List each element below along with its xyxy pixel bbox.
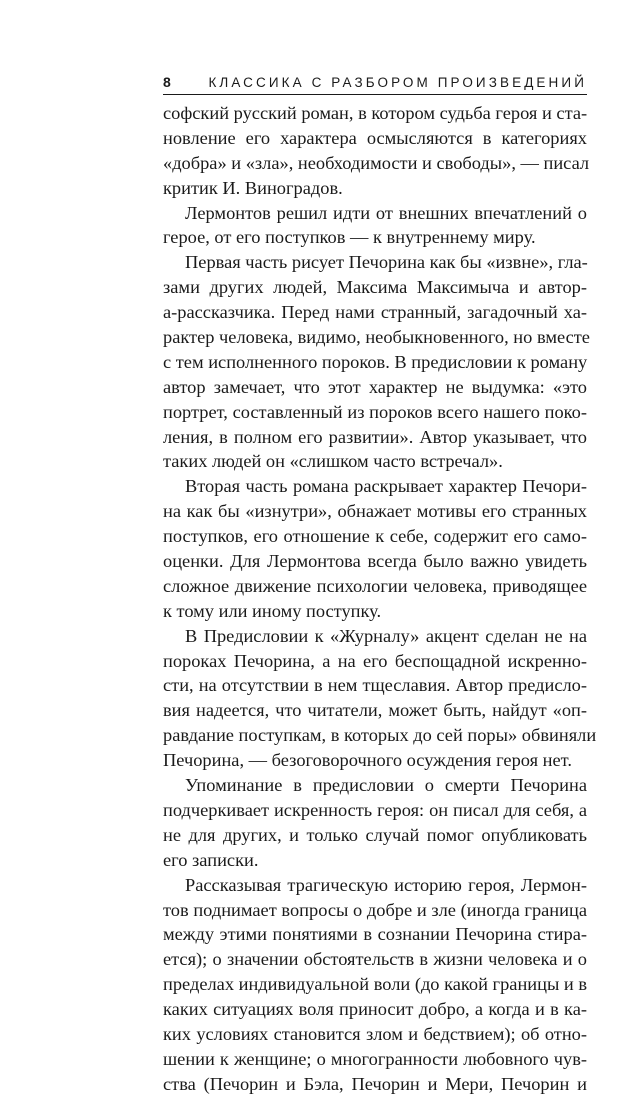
paragraph <box>163 773 587 873</box>
text-line: сти, на отсутствии в нем тщеславия. Автор предисло- <box>163 675 587 696</box>
text-line: тов поднимает вопросы о добре и зле (иногда граница <box>163 899 587 920</box>
text-line: рактер человека, видимо, необыкновенного, но вместе <box>163 327 590 348</box>
paragraph <box>163 101 590 201</box>
text-line: ства (Печорин и Бэла, Печорин и Мери, Печорин и <box>163 1073 587 1094</box>
paragraph <box>163 250 590 474</box>
text-line: В Предисловии к «Журналу» акцент сделан не на <box>185 625 587 646</box>
paragraph <box>163 474 587 623</box>
text-line: ления, в полном его развитии». Автор указывает, что <box>163 426 587 447</box>
text-line: критик И. Виноградов. <box>163 177 343 198</box>
running-header <box>163 68 587 90</box>
text-line: Лермонтов решил идти от внешних впечатлений о <box>185 202 587 223</box>
text-line: каких ситуациях воля приносит добро, а когда и в ка- <box>163 999 587 1020</box>
paragraph <box>163 873 587 1097</box>
text-line: Рассказывая трагическую историю героя, Лермон- <box>185 874 587 895</box>
text-line: вия надеется, что читатели, может быть, найдут «оп- <box>163 700 587 721</box>
text-line: портрет, составленный из пороков всего нашего поко- <box>163 401 587 422</box>
text-line: а-рассказчика. Перед нами странный, загадочный ха- <box>163 302 587 323</box>
text-line: софский русский роман, в котором судьба героя и ста- <box>163 103 588 123</box>
text-line: шении к женщине; о многогранности любовного чув- <box>163 1048 587 1069</box>
text-line: с тем исполненного пороков. В предисловии к роману <box>163 351 588 372</box>
text-line: ется); о значении обстоятельств в жизни человека и о <box>163 949 587 970</box>
text-line: равдание поступкам, в которых до сей поры» обвиняли <box>163 725 597 746</box>
paragraph <box>163 201 587 251</box>
text-line: его записки. <box>163 849 259 870</box>
page-number: 8 <box>163 74 172 90</box>
text-line: сложное движение психологии человека, приводящее <box>163 575 587 596</box>
text-line: оценки. Для Лермонтова всегда было важно увидеть <box>163 551 587 572</box>
text-line: поступков, его отношение к себе, содержит его само- <box>163 526 587 547</box>
text-line: не для других, и только случай помог опубликовать <box>163 824 587 845</box>
text-line: Печорина, — безоговорочного осуждения героя нет. <box>163 750 572 771</box>
text-line: новление его характера осмысляются в категориях <box>163 127 587 148</box>
text-line: автор замечает, что этот характер не выдумка: «это <box>163 376 587 397</box>
text-line: таких людей он «слишком часто встречал». <box>163 451 503 472</box>
paragraph <box>163 624 597 773</box>
text-line: пределах индивидуальной воли (до какой границы и в <box>163 974 588 995</box>
text-line: зами других людей, Максима Максимыча и автор- <box>163 277 587 298</box>
text-line: между этими понятиями в сознании Печорина стира- <box>163 924 587 945</box>
header-rule <box>163 94 587 95</box>
text-line: Вторая часть романа раскрывает характер Печори- <box>185 476 587 497</box>
text-line: Первая часть рисует Печорина как бы «извне», гла- <box>185 252 588 273</box>
text-line: к тому или иному поступку. <box>163 600 382 621</box>
body-text <box>163 101 597 1097</box>
text-line: ких условиях становится злом и бедствием); об отно- <box>163 1023 587 1044</box>
text-line: Упоминание в предисловии о смерти Печорина <box>185 775 587 796</box>
text-line: пороках Печорина, а на его беспощадной искренно- <box>163 650 587 671</box>
series-title: КЛАССИКА С РАЗБОРОМ ПРОИЗВЕДЕНИЙ <box>208 75 587 90</box>
text-line: подчеркивает искренность героя: он писал для себя, а <box>163 799 587 820</box>
text-line: «добра» и «зла», необходимости и свободы», — писал <box>163 152 590 173</box>
text-line: герое, от его поступков — к внутреннему миру. <box>163 227 536 248</box>
text-line: на как бы «изнутри», обнажает мотивы его странных <box>163 501 587 522</box>
